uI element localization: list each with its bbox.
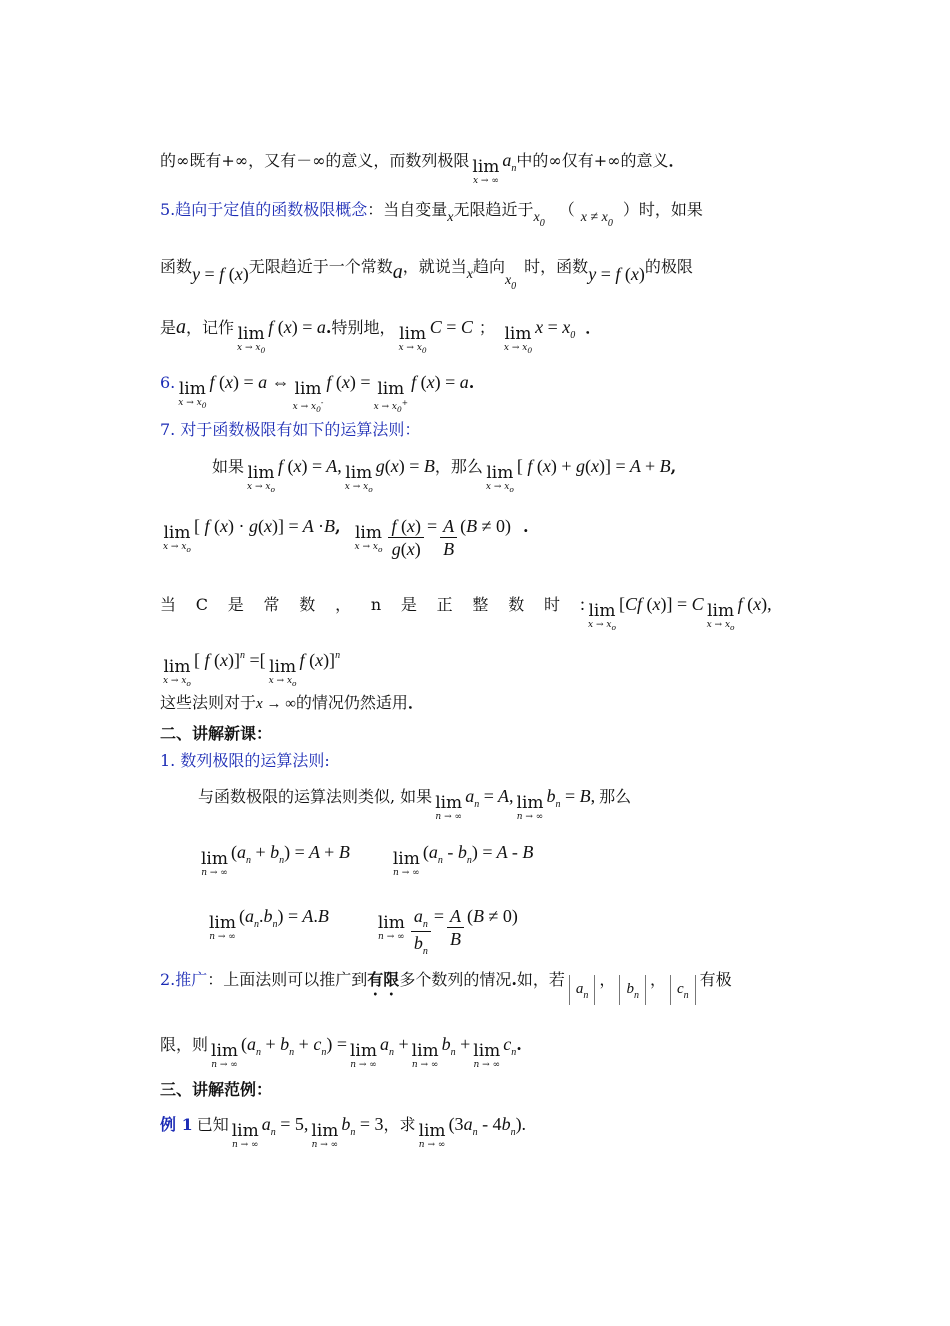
limit-expression: lim $x \to x_o$	[163, 523, 191, 554]
text: 无限趋近于	[453, 200, 534, 219]
sequence-b: $b_n$	[619, 975, 646, 1005]
example-1: 例 1 已知 lim n → ∞ $a_n = 5$, lim n → ∞ $b_n = 3$ ，求 lim n → ∞ $(3a_n - 4b_n)$.	[160, 1110, 800, 1144]
text: ，记作	[186, 318, 235, 337]
text-line-9: 当 C 是 常 数 ， n 是 正 整 数 时 : lim $x \to x_o$ [Cf (x)] = C lim $x \to x_o$ f (x),	[160, 590, 798, 627]
math-symbol: $a_n$	[502, 150, 517, 174]
text: 的极限	[644, 257, 693, 276]
word: C	[195, 595, 209, 614]
text: 这些法则对于	[160, 693, 257, 712]
sequence-c: $c_n$	[670, 975, 696, 1005]
word: 正	[436, 595, 453, 614]
limit-expression: lim $x \to x_0^-$	[292, 379, 324, 414]
text: ，求	[383, 1115, 416, 1134]
limit-expression: lim $x \to x_o$	[344, 463, 373, 494]
text-line-6	[160, 416, 800, 444]
limit-expression: lim $x \to x_0$	[398, 324, 427, 355]
spaced-text	[160, 591, 560, 619]
fraction: $\frac{A}{B}$	[440, 515, 457, 560]
word: 时	[543, 595, 560, 614]
limit-expression: lim $x \to x_0$	[178, 379, 207, 410]
text: 与函数极限的运算法则类似, 如果	[198, 787, 433, 806]
text: 是	[160, 318, 177, 337]
heading-text: 三、讲解范例：	[160, 1080, 273, 1099]
word: 数	[508, 595, 525, 614]
period: ．	[585, 318, 602, 337]
limit-expression: lim x → ∞	[472, 157, 500, 186]
formula-row-1: lim n → ∞ $(a_n + b_n) = A + B$ lim n → ∞ $(a_n - b_n) = A - B$	[201, 842, 534, 878]
text: 的情况仍然适用	[295, 693, 408, 712]
limit-expression: lim $x \to x_o$	[268, 657, 297, 688]
limit-expression: lim $x \to x_o$	[163, 657, 191, 688]
text: ，	[649, 970, 666, 989]
text: ，那么	[434, 457, 483, 476]
limit-expression: lim n → ∞	[516, 793, 544, 822]
text: 中的∞仅有+∞的意义	[516, 151, 669, 170]
word: ，	[335, 595, 352, 614]
text: 的∞既有+∞，又有－∞的意义，而数列极限	[160, 151, 470, 170]
example-label: 例 1	[160, 1115, 193, 1134]
text-line-s2: 2.推广 ：上面法则可以推广到 有限 多个数列的情况 . 如，若 $a_n$ ， $b_n$ ， $c_n$ 有极	[160, 966, 800, 999]
word: 当	[160, 595, 177, 614]
subsection-title: 2.推广	[160, 970, 208, 989]
text: 已知	[196, 1115, 229, 1134]
text: ：上面法则可以推广到	[207, 970, 368, 989]
limit-expression: lim n → ∞	[211, 1041, 239, 1070]
limit-expression: lim n → ∞	[411, 1041, 439, 1070]
emphasized-text: 有限	[367, 970, 400, 989]
text: ）时，如果	[622, 200, 703, 219]
limit-expression: lim n → ∞	[349, 1041, 377, 1070]
text: （	[558, 200, 575, 219]
limit-expression: lim $x \to x_o$	[485, 463, 514, 494]
item-number: 5.	[160, 200, 176, 219]
word: 是	[227, 595, 244, 614]
text: 多个数列的情况	[399, 970, 512, 989]
fraction: $\frac{f (x)}{g(x)}$	[388, 515, 424, 560]
text: 有极	[699, 970, 732, 989]
word: 数	[299, 595, 316, 614]
limit-expression: lim $x \to x_o$	[706, 601, 735, 632]
word: 常	[263, 595, 280, 614]
section-heading-2	[160, 720, 800, 748]
limit-expression: lim n → ∞	[418, 1121, 446, 1150]
subsection-1-title	[160, 747, 800, 775]
text-line-5: 6. lim $x \to x_0$ f (x) = a ⇔ lim $x \to x_0^-$ f (x) = lim $x \to x_0^+$ f (x) = a .	[160, 368, 800, 409]
text-line-s2b: 限，则 lim n → ∞ $(a_n + b_n + c_n)$ = lim n → ∞ $a_n$ + lim n → ∞ $b_n$ + lim n → ∞ $c_n$ .	[160, 1030, 800, 1064]
text: 如，若	[516, 970, 565, 989]
section-heading-3	[160, 1076, 800, 1104]
limit-expression: lim $x \to x_0$	[237, 324, 266, 355]
heading-text: 二、讲解新课：	[160, 724, 273, 743]
text-line-4: 是 a ，记作 lim $x \to x_0$ f (x) = a . 特别地， lim $x \to x_0$ C = C ； lim $x \to x_0$ $x = x_0$ ．	[160, 316, 602, 355]
text-line-11: 这些法则对于 x → ∞ 的情况仍然适用 ．	[160, 689, 800, 718]
text: 函数	[160, 257, 193, 276]
text: 那么	[599, 787, 632, 806]
limit-expression: lim n → ∞	[473, 1041, 501, 1070]
subsection-title: 1. 数列极限的运算法则:	[160, 751, 330, 770]
limit-expression: lim n → ∞	[311, 1121, 339, 1150]
sequence-a: $a_n$	[569, 975, 596, 1005]
fraction: $\frac{A}{B}$	[447, 905, 464, 950]
period: ．	[407, 693, 424, 712]
text: ；	[478, 318, 495, 337]
text: 趋向	[472, 257, 505, 276]
text: 时，函数	[524, 257, 589, 276]
text: 限，则	[160, 1035, 209, 1054]
word: 整	[472, 595, 489, 614]
text-line-1	[160, 146, 800, 186]
limit-expression: lim $x \to x_o$	[354, 523, 383, 554]
limit-expression: lim $x \to x_o$	[588, 601, 616, 632]
text: 特别地，	[331, 318, 396, 337]
period: ．	[668, 151, 685, 170]
text-line-s1b: 与函数极限的运算法则类似, 如果 lim n → ∞ $a_n = A$, lim n → ∞ $b_n = B$, 那么	[198, 782, 800, 816]
text-line-10: lim $x \to x_o$ [ f (x)]$^n$ =[ lim $x \to x_o$ f (x)]$^n$	[163, 650, 341, 688]
limit-expression: lim n → ∞	[392, 849, 420, 878]
text-line-2: 5. 趋向于定值的函数极限概念 ：当自变量 x 无限趋近于 $x_0$ （ $x \ne x_0$ ）时，如果	[160, 196, 800, 227]
limit-expression: lim n → ∞	[201, 849, 228, 878]
text-line-3: 函数 y = f (x) 无限趋近于一个常数 a ，就说当 x 趋向 $x_0$ 时，函数 y = f (x) 的极限	[160, 252, 800, 284]
text: 如果	[212, 457, 245, 476]
text-line-8: lim $x \to x_o$ [ f (x) · g(x)] = A ·B , lim $x \to x_o$ $\frac{f (x)}{g(x)}$ = $\frac{A}{B}$ (B ≠ 0) .	[163, 516, 529, 559]
limit-expression: lim $x \to x_0$	[503, 324, 533, 355]
text-line-7: 如果 lim $x \to x_o$ f (x) = A, lim $x \to x_o$ g(x) = B ，那么 lim $x \to x_o$ [ f (x) + g(x)] = A + B ,	[212, 452, 800, 489]
formula-row-2: lim n → ∞ $(a_n.b_n) = A.B$ lim n → ∞ $\frac{a_n}{b_n}$ = $\frac{A}{B}$ (B ≠ 0)	[209, 906, 518, 957]
word: n	[370, 595, 382, 614]
limit-expression: lim n → ∞	[209, 913, 236, 942]
word: 是	[400, 595, 417, 614]
limit-expression: lim $x \to x_o$	[247, 463, 275, 494]
text: ：当自变量	[367, 200, 448, 219]
limit-expression: lim n → ∞	[435, 793, 463, 822]
limit-expression: lim $x \to x_0^+$	[373, 379, 409, 414]
section-title: 趋向于定值的函数极限概念	[175, 200, 368, 219]
item-heading: 7. 对于函数极限有如下的运算法则：	[160, 420, 421, 439]
limit-expression: lim n → ∞	[377, 913, 405, 942]
text: ，	[599, 970, 616, 989]
limit-expression: lim n → ∞	[231, 1121, 259, 1150]
text: 无限趋近于一个常数	[248, 257, 393, 276]
fraction: $\frac{a_n}{b_n}$	[411, 905, 431, 958]
item-number: 6.	[160, 373, 176, 392]
text: ，就说当	[402, 257, 467, 276]
